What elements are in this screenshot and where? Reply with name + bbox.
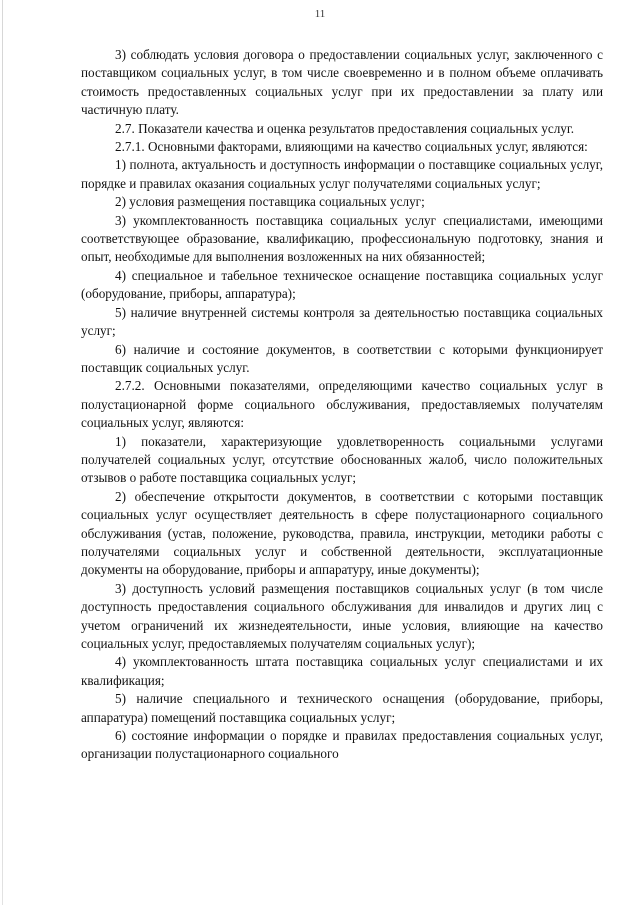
list-item: 5) наличие внутренней системы контроля за деятельностью поставщика социальных услуг; xyxy=(81,304,603,339)
list-item: 3) укомплектованность поставщика социальных услуг специалистами, имеющими соответствующее образование, квалификацию, профессиональную подготовку, знания и опыт, необходимые для выполнения возложенных на них обязанностей; xyxy=(81,212,603,265)
paragraph: 2.7.2. Основными показателями, определяющими качество социальных услуг в полустационарной форме социального обслуживания, предоставляемых получателям социальных услуг, являются: xyxy=(81,378,603,431)
list-item: 6) наличие и состояние документов, в соответствии с которыми функционирует поставщик социальных услуг. xyxy=(81,341,603,375)
paragraph: 2.7.1. Основными факторами, влияющими на качество социальных услуг, являются: xyxy=(115,139,588,155)
list-item: 6) состояние информации о порядке и правилах предоставления социальных услуг, организации полустационарного социального xyxy=(81,728,603,762)
page-number: 11 xyxy=(314,8,326,20)
document-body xyxy=(81,46,603,764)
scan-edge xyxy=(2,0,3,905)
list-item: 5) наличие специального и технического оснащения (оборудование, приборы, аппаратура) помещений поставщика социальных услуг; xyxy=(81,691,603,725)
list-item: 2) условия размещения поставщика социальных услуг; xyxy=(115,194,425,210)
list-item: 2) обеспечение открытости документов, в соответствии с которыми поставщик социальных услуг осуществляет деятельность в сфере полустационарного социального обслуживания (устав, положение, руководства, правила, инструкции, методики работы с получателями социальных услуг и собственной деятельности, эксплуатационные документы на оборудование, приборы и аппаратуру, иные документы); xyxy=(81,488,603,578)
paragraph: 3) соблюдать условия договора о предоставлении социальных услуг, заключенного с поставщиком социальных услуг, в том числе своевременно и в полном объеме оплачивать стоимость предоставленных социальных услуг при их предоставлении за плату или частичную плату. xyxy=(81,47,603,118)
list-item: 4) специальное и табельное техническое оснащение поставщика социальных услуг (оборудование, приборы, аппаратура); xyxy=(81,267,603,302)
list-item: 3) доступность условий размещения поставщиков социальных услуг (в том числе доступность предоставления социального обслуживания для инвалидов и других лиц с учетом ограничений их жизнедеятельности, иные условия, влияющие на качество социальных услуг, предоставляемых получателям социальных услуг); xyxy=(81,580,603,651)
list-item: 1) полнота, актуальность и доступность информации о поставщике социальных услуг, порядке и правилах оказания социальных услуг получателями социальных услуг; xyxy=(81,157,603,191)
list-item: 4) укомплектованность штата поставщика социальных услуг специалистами и их квалификация; xyxy=(81,654,603,688)
list-item: 1) показатели, характеризующие удовлетворенность социальными услугами получателей социальных услуг, отсутствие обоснованных жалоб, число положительных отзывов о работе поставщика социальных услуг; xyxy=(81,433,603,486)
section-heading: 2.7. Показатели качества и оценка результатов предоставления социальных услуг. xyxy=(115,120,575,136)
